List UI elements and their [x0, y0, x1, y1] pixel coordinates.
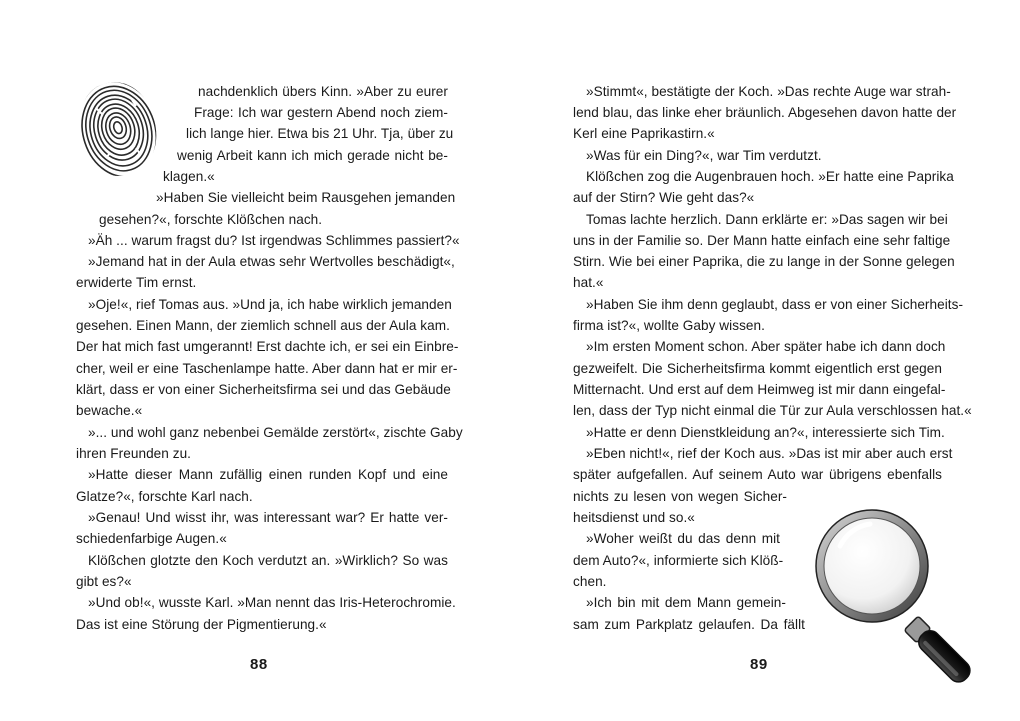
text-line: wenig Arbeit kann ich mich gerade nicht be- — [177, 148, 448, 163]
text-line: »Haben Sie vielleicht beim Rausgehen jemanden — [156, 190, 456, 205]
text-line: cher, weil er eine Taschenlampe hatte. Aber dann hat er mir er- — [76, 361, 458, 376]
fingerprint-icon — [76, 78, 158, 178]
text-line: später aufgefallen. Auf seinem Auto war übrigens ebenfalls — [573, 467, 942, 482]
text-line: gesehen?«, forschte Klößchen nach. — [99, 212, 323, 227]
text-line: auf der Stirn? Wie geht das?« — [573, 190, 755, 205]
text-line: Mitternacht. Und erst auf dem Heimweg ist mir dann eingefal- — [573, 382, 946, 397]
text-line: erwiderte Tim ernst. — [76, 275, 197, 290]
text-line: Klößchen zog die Augenbrauen hoch. »Er hatte eine Paprika — [586, 169, 954, 184]
text-line: nichts zu lesen von wegen Sicher- — [573, 489, 787, 504]
text-line: »Oje!«, rief Tomas aus. »Und ja, ich habe wirklich jemanden — [88, 297, 452, 312]
text-line: lich lange hier. Etwa bis 21 Uhr. Tja, über zu — [186, 126, 454, 141]
text-line: »Woher weißt du das denn mit — [586, 531, 780, 546]
text-line: nachdenklich übers Kinn. »Aber zu eurer — [198, 84, 448, 99]
text-line: »Und ob!«, wusste Karl. »Man nennt das Iris-Heterochromie. — [88, 595, 456, 610]
text-line: Tomas lachte herzlich. Dann erklärte er: »Das sagen wir bei — [586, 212, 948, 227]
text-line: gibt es?« — [76, 574, 132, 589]
text-line: ihren Freunden zu. — [76, 446, 192, 461]
text-line: dem Auto?«, informierte sich Klöß- — [573, 553, 784, 568]
text-line: firma ist?«, wollte Gaby wissen. — [573, 318, 765, 333]
text-line: klärt, dass er von einer Sicherheitsfirma sei und das Gebäude — [76, 382, 451, 397]
text-line: »Haben Sie ihm denn geglaubt, dass er von einer Sicherheits- — [586, 297, 964, 312]
text-line: »Was für ein Ding?«, war Tim verdutzt. — [586, 148, 822, 163]
text-line: Das ist eine Störung der Pigmentierung.« — [76, 617, 327, 632]
text-line: sam zum Parkplatz gelaufen. Da fällt — [573, 617, 805, 632]
text-line: »Stimmt«, bestätigte der Koch. »Das rechte Auge war strah- — [586, 84, 951, 99]
text-line: »Jemand hat in der Aula etwas sehr Wertvolles beschädigt«, — [88, 254, 455, 269]
text-line: »Im ersten Moment schon. Aber später habe ich dann doch — [586, 339, 946, 354]
text-line: »Hatte dieser Mann zufällig einen runden Kopf und eine — [88, 467, 448, 482]
page-number: 88 — [250, 656, 268, 673]
text-line: hat.« — [573, 275, 604, 290]
text-line: Kerl eine Paprikastirn.« — [573, 126, 715, 141]
text-line: len, dass der Typ nicht einmal die Tür zur Aula verschlossen hat.« — [573, 403, 972, 418]
page-number: 89 — [750, 656, 768, 673]
text-line: uns in der Familie so. Der Mann hatte einfach eine sehr faltige — [573, 233, 951, 248]
text-line: »Ich bin mit dem Mann gemein- — [586, 595, 786, 610]
text-line: gesehen. Einen Mann, der ziemlich schnell aus der Aula kam. — [76, 318, 450, 333]
text-line: Frage: Ich war gestern Abend noch ziem- — [194, 105, 448, 120]
text-line: lend blau, das linke eher bräunlich. Abgesehen davon hatte der — [573, 105, 957, 120]
text-line: »... und wohl ganz nebenbei Gemälde zerstört«, zischte Gaby — [88, 425, 463, 440]
text-line: heitsdienst und so.« — [573, 510, 695, 525]
text-line: Klößchen glotzte den Koch verdutzt an. »Wirklich? So was — [88, 553, 448, 568]
text-line: Stirn. Wie bei einer Paprika, die zu lange in der Sonne gelegen — [573, 254, 955, 269]
text-line: »Äh ... warum fragst du? Ist irgendwas Schlimmes passiert?« — [88, 233, 460, 248]
text-line: »Hatte er denn Dienstkleidung an?«, interessierte sich Tim. — [586, 425, 945, 440]
text-line: schiedenfarbige Augen.« — [76, 531, 227, 546]
magnifying-glass-icon — [810, 500, 990, 700]
text-line: bewache.« — [76, 403, 143, 418]
text-line: »Eben nicht!«, rief der Koch aus. »Das ist mir aber auch erst — [586, 446, 953, 461]
text-line: klagen.« — [163, 169, 215, 184]
text-line: chen. — [573, 574, 607, 589]
text-line: Glatze?«, forschte Karl nach. — [76, 489, 253, 504]
text-line: »Genau! Und wisst ihr, was interessant war? Er hatte ver- — [88, 510, 448, 525]
text-line: gezweifelt. Die Sicherheitsfirma kommt eigentlich erst gegen — [573, 361, 942, 376]
text-line: Der hat mich fast umgerannt! Erst dachte ich, er sei ein Einbre- — [76, 339, 459, 354]
